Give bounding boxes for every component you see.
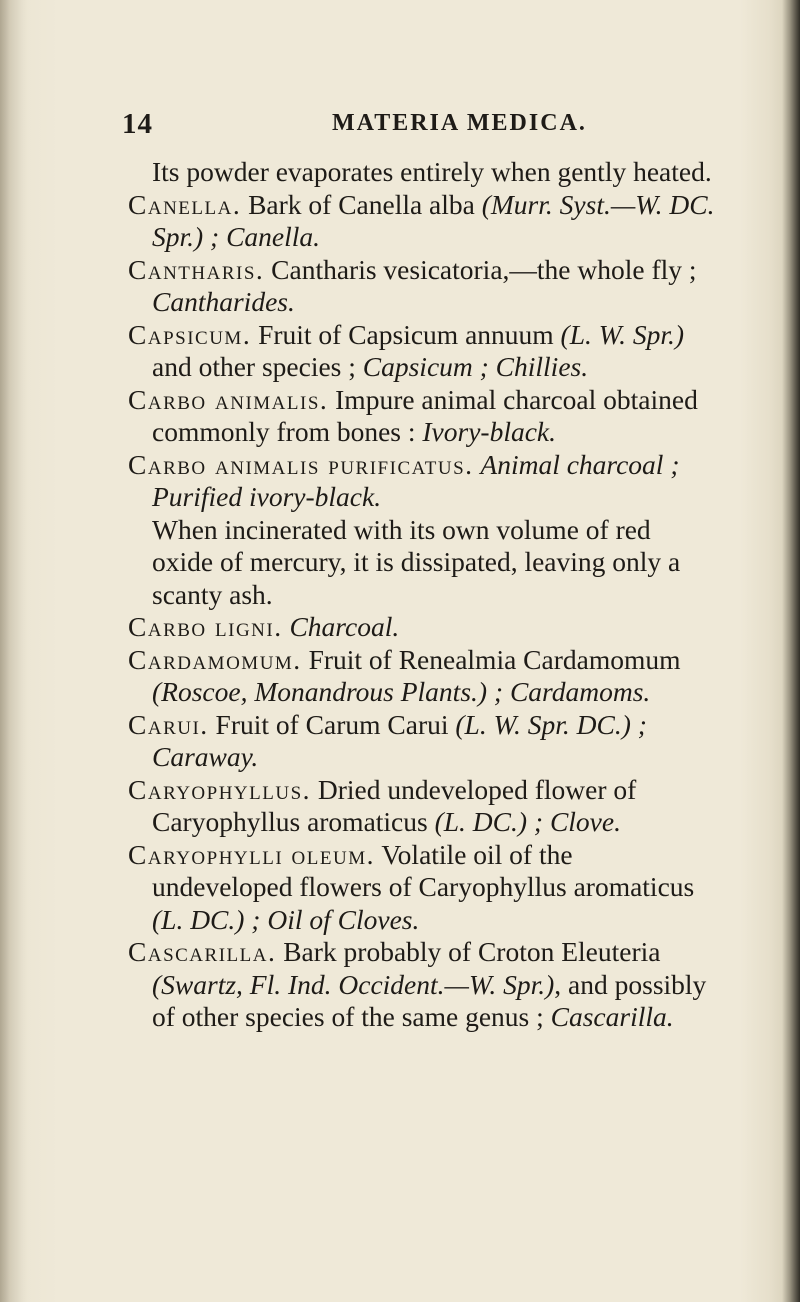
dictionary-entry: [128, 839, 718, 937]
dictionary-entry: [128, 644, 718, 709]
italic-text: (L. W. Spr. DC.) ; Caraway.: [152, 708, 647, 772]
entry-headword: Caryophylli oleum.: [128, 838, 375, 870]
body-text: Bark probably of Croton Eleuteria: [276, 936, 661, 967]
body-text: and other species ;: [152, 351, 363, 382]
body-text: Impure animal charcoal obtained commonly from bones :: [152, 383, 698, 447]
dictionary-entry: [128, 319, 718, 384]
body-text: Fruit of Carum Carui: [208, 708, 456, 740]
italic-text: (Swartz, Fl. Ind. Occident.—W. Spr.): [152, 968, 555, 1000]
body-text: Volatile oil of the undeveloped flowers of Caryophyllus aromaticus: [152, 838, 695, 902]
body-text: Bark of Canella alba: [241, 188, 482, 220]
dictionary-entry: [128, 254, 718, 319]
dictionary-entry: [128, 449, 718, 514]
entry-headword: Cardamomum.: [128, 643, 302, 675]
entry-headword: Caryophyllus.: [128, 773, 312, 805]
body-text: Fruit of Renealmia Cardamomum: [301, 643, 681, 675]
dictionary-entry: [128, 189, 718, 254]
dictionary-entry: [128, 774, 718, 839]
dictionary-entry: [128, 936, 718, 1034]
body-text: Fruit of Capsicum annuum: [251, 318, 561, 350]
italic-text: Cascarilla.: [550, 1001, 674, 1032]
body-text: , and possibly of other species of the same genus ;: [152, 968, 707, 1032]
entry-headword: Cantharis.: [128, 253, 265, 285]
body-text: Its powder evaporates entirely when gently heated.: [152, 156, 712, 187]
page-header: [122, 108, 622, 148]
entry-headword: Capsicum.: [128, 318, 252, 350]
entry-headword: Carui.: [128, 708, 209, 740]
italic-text: Cantharides.: [152, 286, 295, 317]
page-number: 14: [122, 108, 153, 140]
running-head: MATERIA MEDICA.: [332, 110, 587, 136]
italic-text: (Murr. Syst.—W. DC. Spr.) ; Canella.: [152, 188, 715, 252]
italic-text: (Roscoe, Monandrous Plants.) ; Cardamoms.: [152, 676, 651, 707]
italic-text: Animal charcoal ; Purified ivory-black.: [152, 448, 680, 512]
italic-text: Capsicum ; Chillies.: [362, 351, 589, 382]
italic-text: (L. DC.) ; Oil of Cloves.: [152, 903, 420, 935]
italic-text: Charcoal.: [289, 611, 400, 642]
entry-headword: Canella.: [128, 188, 242, 220]
paragraph: [128, 514, 718, 612]
entry-headword: Carbo animalis.: [128, 383, 329, 415]
continued-text: [128, 156, 718, 189]
entry-headword: Cascarilla.: [128, 936, 277, 967]
dictionary-entry: [128, 611, 718, 644]
page-body: [128, 156, 718, 1034]
binding-shadow: [0, 0, 28, 1302]
dictionary-entry: [128, 709, 718, 774]
entry-headword: Carbo ligni.: [128, 611, 283, 642]
body-text: Dried undeveloped flower of Caryophyllus aromaticus: [152, 773, 637, 837]
italic-text: (L. W. Spr.): [560, 318, 685, 350]
page-edge-shadow: [782, 0, 800, 1302]
italic-text: Ivory-black.: [422, 416, 556, 447]
italic-text: (L. DC.) ; Clove.: [434, 806, 621, 837]
body-text: Cantharis vesicatoria,—the whole fly ;: [264, 253, 697, 285]
entry-headword: Carbo animalis purificatus.: [128, 448, 474, 480]
body-text: When incinerated with its own volume of red oxide of mercury, it is dissipated, leaving only a scanty ash.: [152, 513, 681, 610]
dictionary-entry: [128, 384, 718, 449]
